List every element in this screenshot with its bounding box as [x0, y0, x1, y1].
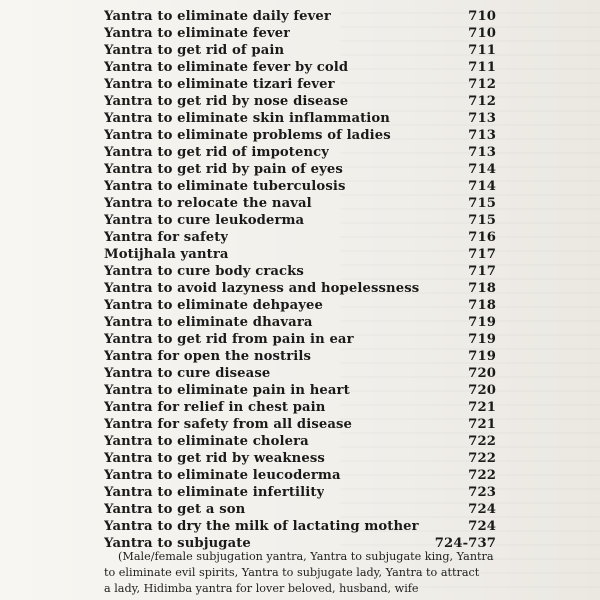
toc-entry-title: Yantra to eliminate dhavara [104, 315, 313, 330]
toc-entry-page: 722 [468, 451, 496, 466]
toc-entry-title: Yantra for relief in chest pain [104, 400, 326, 415]
toc-entry-title: Yantra to get a son [104, 502, 246, 517]
toc-entry-page: 721 [468, 417, 496, 432]
toc-entry-title: Motijhala yantra [104, 247, 229, 262]
toc-entry [104, 229, 496, 246]
toc-entry-title: Yantra for safety [104, 230, 229, 245]
toc-entry-page: 724-737 [434, 536, 496, 551]
toc-entry-title: Yantra to eliminate problems of ladies [104, 128, 391, 143]
toc-entry [104, 518, 496, 535]
toc-entry [104, 433, 496, 450]
toc-entry-page: 716 [468, 230, 496, 245]
toc-entry-title: Yantra to eliminate cholera [104, 434, 309, 449]
toc-entry-title: Yantra to get rid from pain in ear [104, 332, 354, 347]
toc-entry-page: 721 [468, 400, 496, 415]
toc-entry-page: 714 [468, 162, 496, 177]
toc-entry-page: 717 [468, 264, 496, 279]
toc-entry-title: Yantra to eliminate tuberculosis [104, 179, 346, 194]
toc-entry [104, 76, 496, 93]
toc-entry [104, 178, 496, 195]
toc-entry [104, 467, 496, 484]
toc-entry [104, 59, 496, 76]
toc-entry [104, 348, 496, 365]
toc-entry-title: Yantra to eliminate pain in heart [104, 383, 350, 398]
toc-entry [104, 25, 496, 42]
toc-entry-page: 718 [468, 298, 496, 313]
toc-entry-title: Yantra to eliminate dehpayee [104, 298, 323, 313]
toc-entry-title: Yantra to dry the milk of lactating mother [104, 519, 419, 534]
toc-entry-page: 711 [468, 43, 496, 58]
toc-entry-title: Yantra to get rid by weakness [104, 451, 325, 466]
toc-entry [104, 484, 496, 501]
note-line: a lady, Hidimba yantra for lover beloved, husband, wife [104, 582, 419, 595]
toc-entry-title: Yantra to eliminate daily fever [104, 9, 331, 24]
toc-entry [104, 93, 496, 110]
toc-entry-title: Yantra to get rid of pain [104, 43, 285, 58]
toc-entry-title: Yantra to eliminate leucoderma [104, 468, 341, 483]
toc-entry [104, 8, 496, 25]
toc-entry-page: 722 [468, 434, 496, 449]
toc-entry-page: 715 [468, 196, 496, 211]
toc-entry-title: Yantra to cure body cracks [104, 264, 304, 279]
toc-entry-page: 710 [468, 9, 496, 24]
toc-entry [104, 331, 496, 348]
toc-entry-page: 713 [468, 128, 496, 143]
toc-entry-page: 718 [468, 281, 496, 296]
toc-entry [104, 144, 496, 161]
toc-entry-page: 719 [468, 349, 496, 364]
toc-entry-page: 717 [468, 247, 496, 262]
toc-entry-title: Yantra to get rid by pain of eyes [104, 162, 343, 177]
toc-entry-title: Yantra to avoid lazyness and hopelessness [104, 281, 420, 296]
toc-entry-title: Yantra to eliminate fever by cold [104, 60, 349, 75]
toc-entry-title: Yantra for open the nostrils [104, 349, 312, 364]
toc-entry [104, 161, 496, 178]
toc-entry [104, 399, 496, 416]
subjugate-subentries-note [104, 549, 496, 597]
toc-entry-page: 720 [468, 366, 496, 381]
toc-entry-page: 711 [468, 60, 496, 75]
toc-entry [104, 110, 496, 127]
toc-entry [104, 280, 496, 297]
toc-entry [104, 212, 496, 229]
toc-entry-title: Yantra to get rid of impotency [104, 145, 330, 160]
toc-entry [104, 365, 496, 382]
table-of-contents [104, 8, 496, 552]
toc-entry-page: 713 [468, 145, 496, 160]
toc-entry-title: Yantra for safety from all disease [104, 417, 353, 432]
toc-entry [104, 416, 496, 433]
toc-entry [104, 127, 496, 144]
toc-entry-title: Yantra to cure disease [104, 366, 271, 381]
toc-entry-page: 713 [468, 111, 496, 126]
toc-entry-title: Yantra to eliminate fever [104, 26, 291, 41]
toc-entry-title: Yantra to eliminate infertility [104, 485, 325, 500]
toc-entry [104, 246, 496, 263]
toc-entry [104, 263, 496, 280]
toc-entry [104, 450, 496, 467]
toc-entry-page: 715 [468, 213, 496, 228]
toc-entry-page: 724 [468, 502, 496, 517]
toc-entry [104, 297, 496, 314]
toc-entry-title: Yantra to subjugate [104, 536, 251, 551]
toc-entry-title: Yantra to cure leukoderma [104, 213, 305, 228]
toc-entry-title: Yantra to eliminate skin inflammation [104, 111, 390, 126]
toc-entry-title: Yantra to eliminate tizari fever [104, 77, 335, 92]
toc-entry [104, 382, 496, 399]
toc-entry-page: 724 [468, 519, 496, 534]
toc-entry-page: 722 [468, 468, 496, 483]
toc-entry [104, 501, 496, 518]
note-line: (Male/female subjugation yantra, Yantra to subjugate king, Yantra [118, 550, 494, 563]
toc-entry-page: 710 [468, 26, 496, 41]
toc-entry-page: 712 [468, 77, 496, 92]
toc-entry-page: 719 [468, 315, 496, 330]
toc-entry-page: 719 [468, 332, 496, 347]
toc-entry-title: Yantra to get rid by nose disease [104, 94, 349, 109]
toc-entry-page: 712 [468, 94, 496, 109]
toc-entry-page: 714 [468, 179, 496, 194]
toc-entry-page: 723 [468, 485, 496, 500]
toc-entry-title: Yantra to relocate the naval [104, 196, 312, 211]
toc-entry [104, 42, 496, 59]
toc-entry [104, 314, 496, 331]
note-line: to eliminate evil spirits, Yantra to subjugate lady, Yantra to attract [104, 566, 480, 579]
toc-entry [104, 195, 496, 212]
toc-entry-page: 720 [468, 383, 496, 398]
